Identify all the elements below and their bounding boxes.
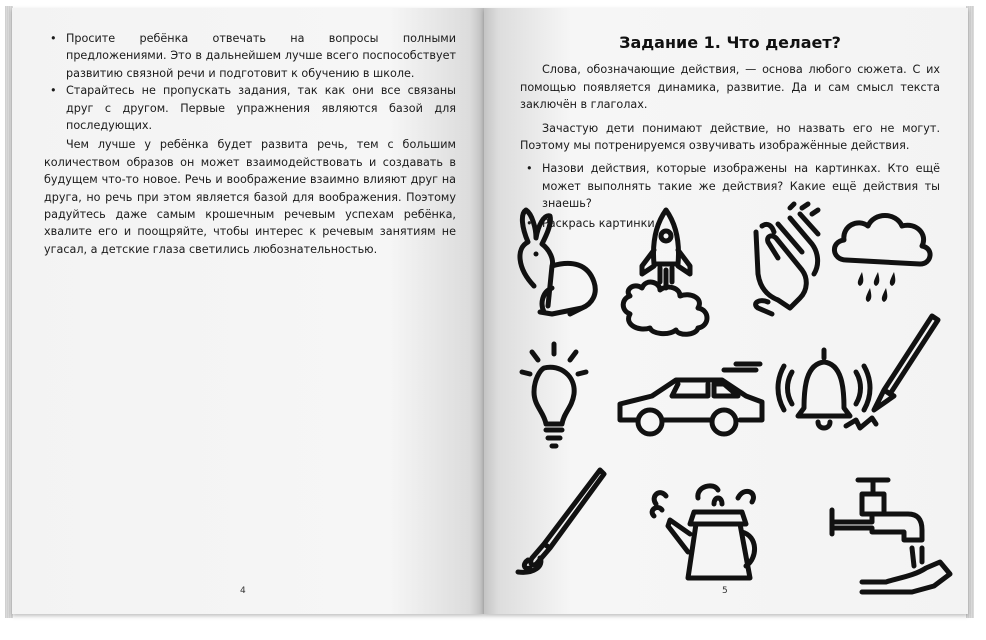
right-paragraph-2: Зачастую дети понимают действие, но назвать его не могут. Поэтому мы потренируемся озвучивать изображённые действия. (520, 121, 940, 153)
car-icon (620, 364, 762, 434)
left-bullet-1: • Просите ребёнка отвечать на вопросы полными предложениями. Это в дальнейшем лучше всего поспособствует развитию связной речи и подготовит к обучению в школе. (44, 30, 456, 82)
kettle-icon (652, 486, 754, 578)
bell-icon (778, 350, 870, 428)
pictures-grid (484, 8, 968, 614)
left-page-number: 4 (240, 586, 246, 596)
task-title: Задание 1. Что делает? (619, 33, 841, 52)
left-page (12, 8, 484, 614)
rocket-icon (623, 210, 707, 334)
left-page-text (44, 30, 456, 258)
light-bulb-icon (522, 344, 586, 446)
right-bullet-2: • Раскрась картинки. (520, 215, 940, 232)
rain-cloud-icon (834, 216, 930, 303)
hare-icon (520, 210, 595, 314)
right-page (484, 8, 968, 614)
left-paragraph: Чем лучше у ребёнка будет развита речь, тем с большим количеством образов он может взаимодействовать и создавать в будущем что-то новое. Речь и воображение взаимно влияют друг на друга, но речь при этом является базой для воображения. Поэтому радуйтесь даже самым крошечным речевым успехам ребёнка, хвалите его и поощряйте, чтобы интерес к речевым занятиям не угасал, а детские глаза светились любознательностью. (44, 138, 456, 256)
right-paragraph-1: Слова, обозначающие действия, — основа любого сюжета. С их помощью появляется динамика, развитие. Да и сам смысл текста заключён в глаголах. (520, 63, 940, 112)
clapping-hands-icon (756, 204, 818, 314)
right-bullet-1: • Назови действия, которые изображены на картинках. Кто ещё может выполнять такие же действия? Какие ещё действия ты знаешь? (520, 160, 940, 212)
paint-brush-icon (518, 470, 604, 572)
fountain-pen-icon (846, 316, 938, 428)
water-tap-icon (832, 480, 950, 592)
right-page-number: 5 (722, 586, 728, 596)
left-bullet-2: • Старайтесь не пропускать задания, так как они все связаны друг с другом. Первые упражнения являются базой для последующих. (44, 82, 456, 134)
